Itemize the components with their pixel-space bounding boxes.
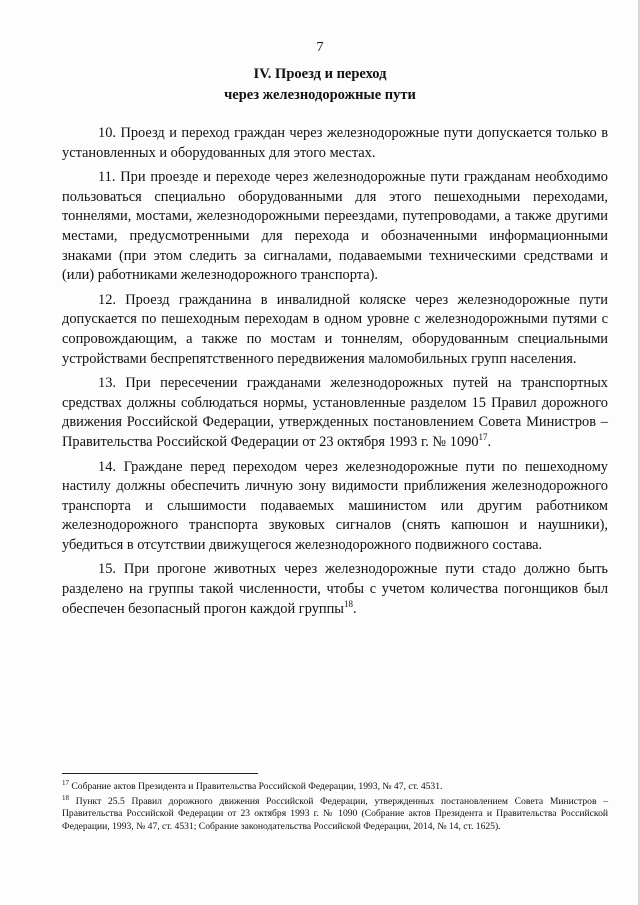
paragraph-13 [62, 374, 608, 452]
footnote-text: Собрание актов Президента и Правительства Российской Федерации, 1993, № 47, ст. 4531. [69, 781, 443, 792]
paragraph-14 [62, 458, 608, 556]
paragraph-text: 15. При прогоне животных через железнодорожные пути стадо должно быть разделено на группы такой численности, чтобы с учетом количества погонщиков был обеспечен безопасный прогон каждой группы [62, 561, 608, 617]
footnote-18 [62, 793, 608, 834]
footnote-mark: 18 [62, 793, 69, 802]
document-body [62, 124, 608, 619]
footnote-mark: 17 [62, 778, 69, 787]
paragraph-12 [62, 291, 608, 369]
footnotes [62, 778, 608, 835]
paragraph-text: 10. Проезд и переход граждан через железнодорожные пути допускается только в установленных и оборудованных для этого местах. [62, 125, 608, 161]
page-number: 7 [316, 40, 324, 55]
paragraph-11 [62, 168, 608, 286]
footnote-separator [62, 773, 258, 774]
paragraph-text: 13. При пересечении гражданами железнодорожных путей на транспортных средствах должны соблюдаться нормы, установленные разделом 15 Правил дорожного движения Российской Федерации, утвержденных постановлением Совета Министров – Правительства Российской Федерации от 23 октября 1993 г. № 1090 [62, 375, 608, 450]
section-subheading: через железнодорожные пути [224, 87, 416, 103]
footnote-17 [62, 778, 608, 794]
footnote-ref-18[interactable]: 18 [343, 598, 353, 609]
footnote-text: Пункт 25.5 Правил дорожного движения Российской Федерации, утвержденных постановлением Совета Министров – Правительства Российской Федерации от 23 октября 1993 г. № 1090 (Собрание актов Президента и Правительства Российской Федерации, 1993, № 47, ст. 4531; Собрание законодательства Российской Федерации, 2014, № 14, ст. 1625). [62, 795, 608, 832]
paragraph-tail: . [487, 433, 492, 450]
paragraph-text: 14. Граждане перед переходом через железнодорожные пути по пешеходному настилу должны обеспечить личную зону видимости приближения железнодорожного транспорта и слышимости подаваемых машинистом или другим работником железнодорожного транспорта звуковых сигналов (снять капюшон и наушники), убедиться в отсутствии движущегося железнодорожного подвижного состава. [62, 458, 608, 553]
paragraph-10 [62, 124, 608, 163]
paragraph-text: 12. Проезд гражданина в инвалидной коляске через железнодорожные пути допускается по пешеходным переходам в одном уровне с железнодорожными путями с сопровождающим, а также по мостам и тоннелям, оборудованным специальными устройствами беспрепятственного передвижения маломобильных групп населения. [62, 291, 608, 367]
section-heading: IV. Проезд и переход [253, 66, 387, 82]
footnote-ref-17[interactable]: 17 [478, 432, 488, 443]
paragraph-15 [62, 560, 608, 619]
paragraph-text: 11. При проезде и переходе через железнодорожные пути гражданам необходимо пользоваться специально оборудованными для этого пешеходными переходами, тоннелями, мостами, железнодорожными переездами, путепроводами, а также другими местами, предусмотренными для перехода и обозначенными информационными знаками (при этом следить за сигналами, подаваемыми техническими средствами и (или) работниками железнодорожного транспорта). [62, 169, 608, 284]
paragraph-tail: . [352, 600, 357, 617]
